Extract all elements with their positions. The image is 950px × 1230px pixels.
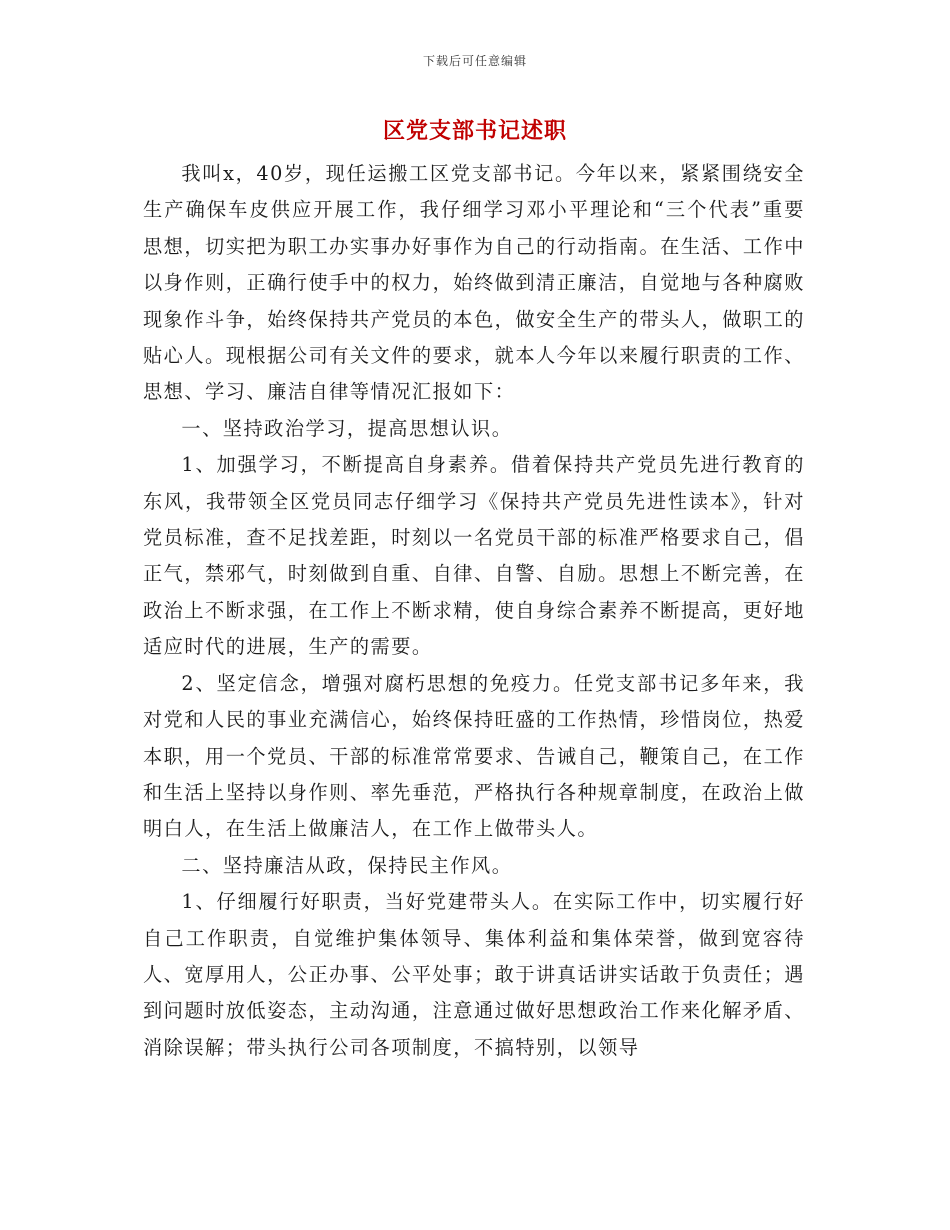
header-note: 下载后可任意编辑	[422, 54, 527, 68]
document-title: 区党支部书记述职	[382, 118, 567, 144]
section-heading-1: 一、坚持政治学习，提高思想认识。	[181, 416, 513, 440]
document-body	[143, 156, 805, 1066]
paragraph-1-2: 2、坚定信念，增强对腐朽思想的免疫力。任党支部书记多年来，我对党和人民的事业充满信心，始终保持旺盛的工作热情，珍惜岗位，热爱本职，用一个党员、干部的标准常常要求、告诫自己，鞭策自己，在工作和生活上坚持以身作则、率先垂范，严格执行各种规章制度，在政治上做明白人，在生活上做廉洁人，在工作上做带头人。	[143, 671, 805, 841]
paragraph-1-1: 1、加强学习，不断提高自身素养。借着保持共产党员先进行教育的东风，我带领全区党员同志仔细学习《保持共产党员先进性读本》，针对党员标准，查不足找差距，时刻以一名党员干部的标准严格要求自己，倡正气，禁邪气，时刻做到自重、自律、自警、自励。思想上不断完善，在政治上不断求强，在工作上不断求精，使自身综合素养不断提高，更好地适应时代的进展，生产的需要。	[143, 453, 805, 659]
paragraph-2-1: 1、仔细履行好职责，当好党建带头人。在实际工作中，切实履行好自己工作职责，自觉维护集体领导、集体利益和集体荣誉，做到宽容待人、宽厚用人，公正办事、公平处事；敢于讲真话讲实话敢于负责任；遇到问题时放低姿态，主动沟通，注意通过做好思想政治工作来化解矛盾、消除误解；带头执行公司各项制度，不搞特别，以领导	[143, 890, 805, 1059]
section-heading-2: 二、坚持廉洁从政，保持民主作风。	[181, 853, 513, 877]
paragraph-intro: 我叫x，40岁，现任运搬工区党支部书记。今年以来，紧紧围绕安全生产确保车皮供应开展工作，我仔细学习邓小平理论和“三个代表”重要思想，切实把为职工办实事办好事作为自己的行动指南。在生活、工作中以身作则，正确行使手中的权力，始终做到清正廉洁，自觉地与各种腐败现象作斗争，始终保持共产党员的本色，做安全生产的带头人，做职工的贴心人。现根据公司有关文件的要求，就本人今年以来履行职责的工作、思想、学习、廉洁自律等情况汇报如下：	[143, 162, 805, 404]
